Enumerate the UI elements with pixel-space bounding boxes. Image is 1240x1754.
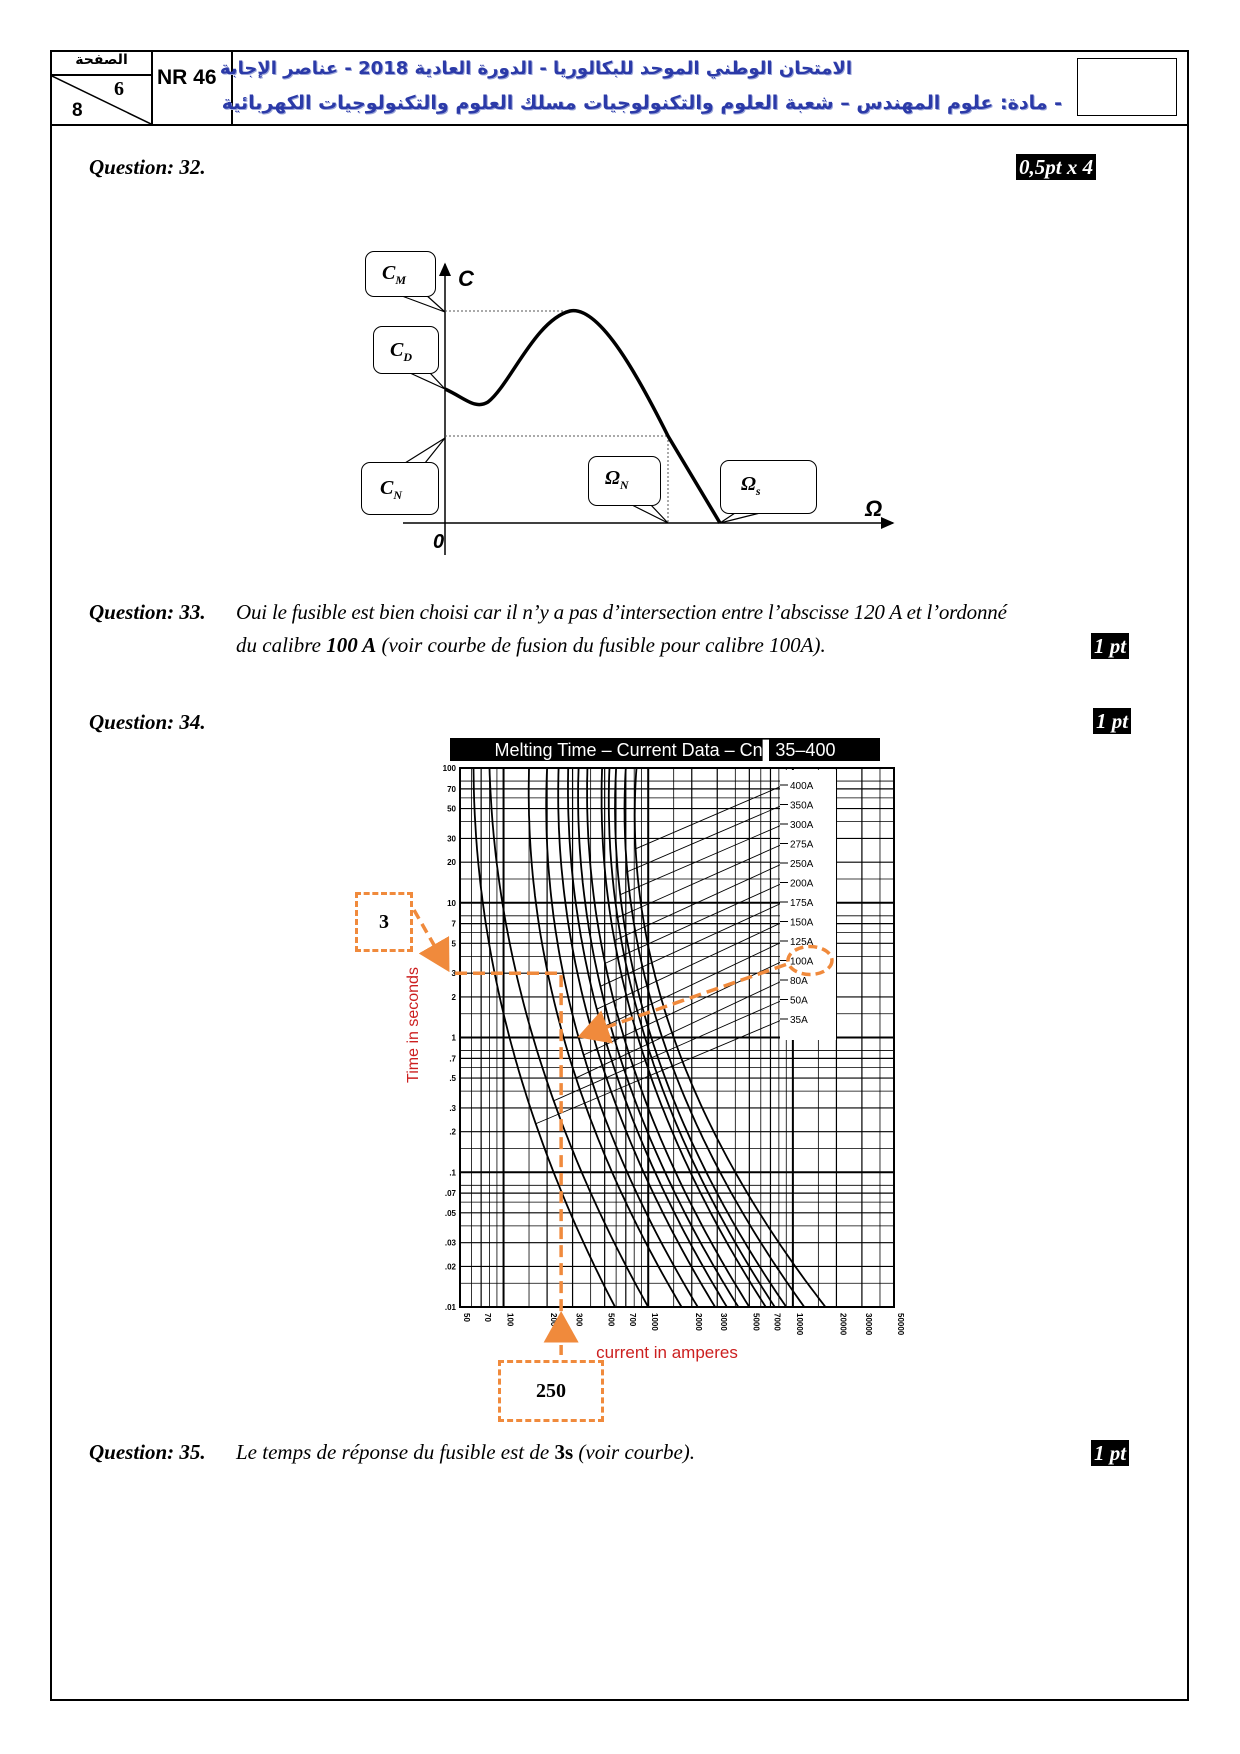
legend-label-50A: 50A (790, 995, 808, 1007)
y-tick-label: 70 (447, 784, 456, 794)
x-tick-label: 3000 (719, 1313, 729, 1331)
question-32-label: Question: 32. (89, 155, 206, 179)
c-axis-label: C (458, 266, 474, 291)
page-total: 8 (72, 100, 83, 121)
x-tick-label: 50 (462, 1313, 471, 1322)
y-tick-label: 2 (451, 992, 456, 1002)
y-tick-label: .7 (449, 1054, 456, 1064)
question-35-answer (236, 1440, 695, 1465)
legend-label-400A: 400A (790, 781, 814, 792)
cd-text: C (390, 339, 404, 361)
x-tick-label: 10000 (794, 1313, 804, 1336)
x-tick-label: 20000 (838, 1313, 848, 1336)
legend-label-350A: 350A (790, 800, 814, 812)
omega-s-sub: s (755, 484, 761, 498)
question-35-label: Question: 35. (89, 1440, 206, 1464)
cn-text: C (380, 477, 394, 499)
question-34-label: Question: 34. (89, 710, 206, 734)
legend-label-300A: 300A (790, 820, 814, 831)
exam-code: NR 46 (157, 66, 217, 89)
y-tick-label: 1 (451, 1033, 456, 1043)
time-arrow (414, 910, 446, 966)
y-tick-label: .1 (449, 1168, 456, 1178)
y-tick-label: .3 (449, 1103, 456, 1113)
answer-text: (voir courbe de fusion du fusible pour calibre 100A). (376, 633, 826, 657)
question-35-points: 1 pt (1091, 1440, 1129, 1466)
y-tick-label: .05 (444, 1208, 456, 1218)
exam-title-line2: - مادة: علوم المهندس – شعبة العلوم والتكنولوجيات مسلك العلوم والتكنولوجيات الكهربائية (221, 92, 1062, 114)
x-tick-label: 30000 (863, 1313, 873, 1336)
question-33-answer-line1: Oui le fusible est bien choisi car il n’y a pas d’intersection entre l’abscisse 120 A et l’ordonné (236, 600, 1007, 624)
y-tick-label: .01 (444, 1303, 456, 1312)
y-tick-label: 20 (447, 858, 456, 868)
y-tick-label: 100 (442, 764, 456, 773)
x-tick-label: 2000 (693, 1313, 703, 1331)
legend-label-275A: 275A (790, 839, 814, 851)
cm-text: C (382, 262, 396, 284)
omega-s-text: Ω (741, 473, 756, 495)
x-tick-label: 5000 (751, 1313, 761, 1331)
y-tick-label: .03 (444, 1238, 456, 1248)
answer-text: Le temps de réponse du fusible est de (236, 1440, 555, 1464)
cd-sub: D (403, 350, 413, 364)
exam-title-line1: الامتحان الوطني الموحد للبكالوريا - الدورة العادية 2018 - عناصر الإجابة (219, 58, 852, 79)
x-tick-label: 700 (627, 1313, 637, 1327)
chart-title: Melting Time – Current Data – Cn▌35–400 (494, 740, 836, 760)
y-tick-label: 10 (447, 898, 456, 908)
cn-sub: N (393, 488, 403, 502)
omega-n-text: Ω (605, 467, 620, 489)
x-axis-label: current in amperes (596, 1343, 738, 1362)
legend-label-80A: 80A (790, 976, 808, 987)
x-tick-label: 300 (574, 1313, 584, 1327)
x-tick-label: 70 (483, 1313, 493, 1322)
cm-sub: M (395, 273, 407, 287)
x-tick-label: 100 (505, 1313, 515, 1327)
question-32-points: 0,5pt x 4 (1016, 154, 1096, 180)
answer-bold: 100 A (326, 633, 377, 657)
question-33-points: 1 pt (1091, 633, 1129, 659)
origin-label: 0 (433, 531, 445, 553)
x-tick-label: 200 (549, 1313, 559, 1327)
y-tick-label: 30 (447, 834, 456, 844)
y-tick-label: 7 (451, 919, 456, 929)
legend-label-35A: 35A (790, 1015, 808, 1026)
legend-label-250A: 250A (790, 859, 814, 870)
x-tick-label: 500 (606, 1313, 616, 1327)
legend-label-125A: 125A (790, 937, 814, 948)
legend-label-175A: 175A (790, 898, 814, 909)
question-33-label: Question: 33. (89, 600, 206, 624)
question-34-points: 1 pt (1093, 708, 1131, 734)
page-label: الصفحة (52, 52, 151, 76)
y-tick-label: 50 (447, 804, 456, 814)
y-axis-label: Time in seconds (405, 967, 422, 1083)
time-value-box: 3 (355, 892, 413, 952)
legend-label-100A: 100A (790, 956, 814, 968)
y-tick-label: .2 (449, 1127, 456, 1137)
omega-n-sub: N (619, 478, 629, 492)
y-tick-label: .07 (444, 1189, 456, 1199)
x-tick-label: 1000 (650, 1313, 660, 1331)
x-tick-label: 7000 (772, 1313, 782, 1331)
current-value-box: 250 (498, 1360, 604, 1422)
legend-label-150A: 150A (790, 917, 814, 929)
answer-text: (voir courbe). (573, 1440, 696, 1464)
page-number: 6 (114, 78, 124, 100)
omega-axis-label: Ω (865, 496, 883, 521)
y-tick-label: 3 (451, 969, 456, 979)
x-tick-label: 50000 (896, 1313, 905, 1336)
y-tick-label: 5 (451, 939, 456, 949)
legend-label-200A: 200A (790, 878, 814, 890)
y-tick-label: .5 (449, 1074, 456, 1084)
y-tick-label: .02 (444, 1262, 456, 1272)
answer-text: du calibre (236, 633, 327, 657)
answer-bold: 3s (554, 1440, 574, 1464)
